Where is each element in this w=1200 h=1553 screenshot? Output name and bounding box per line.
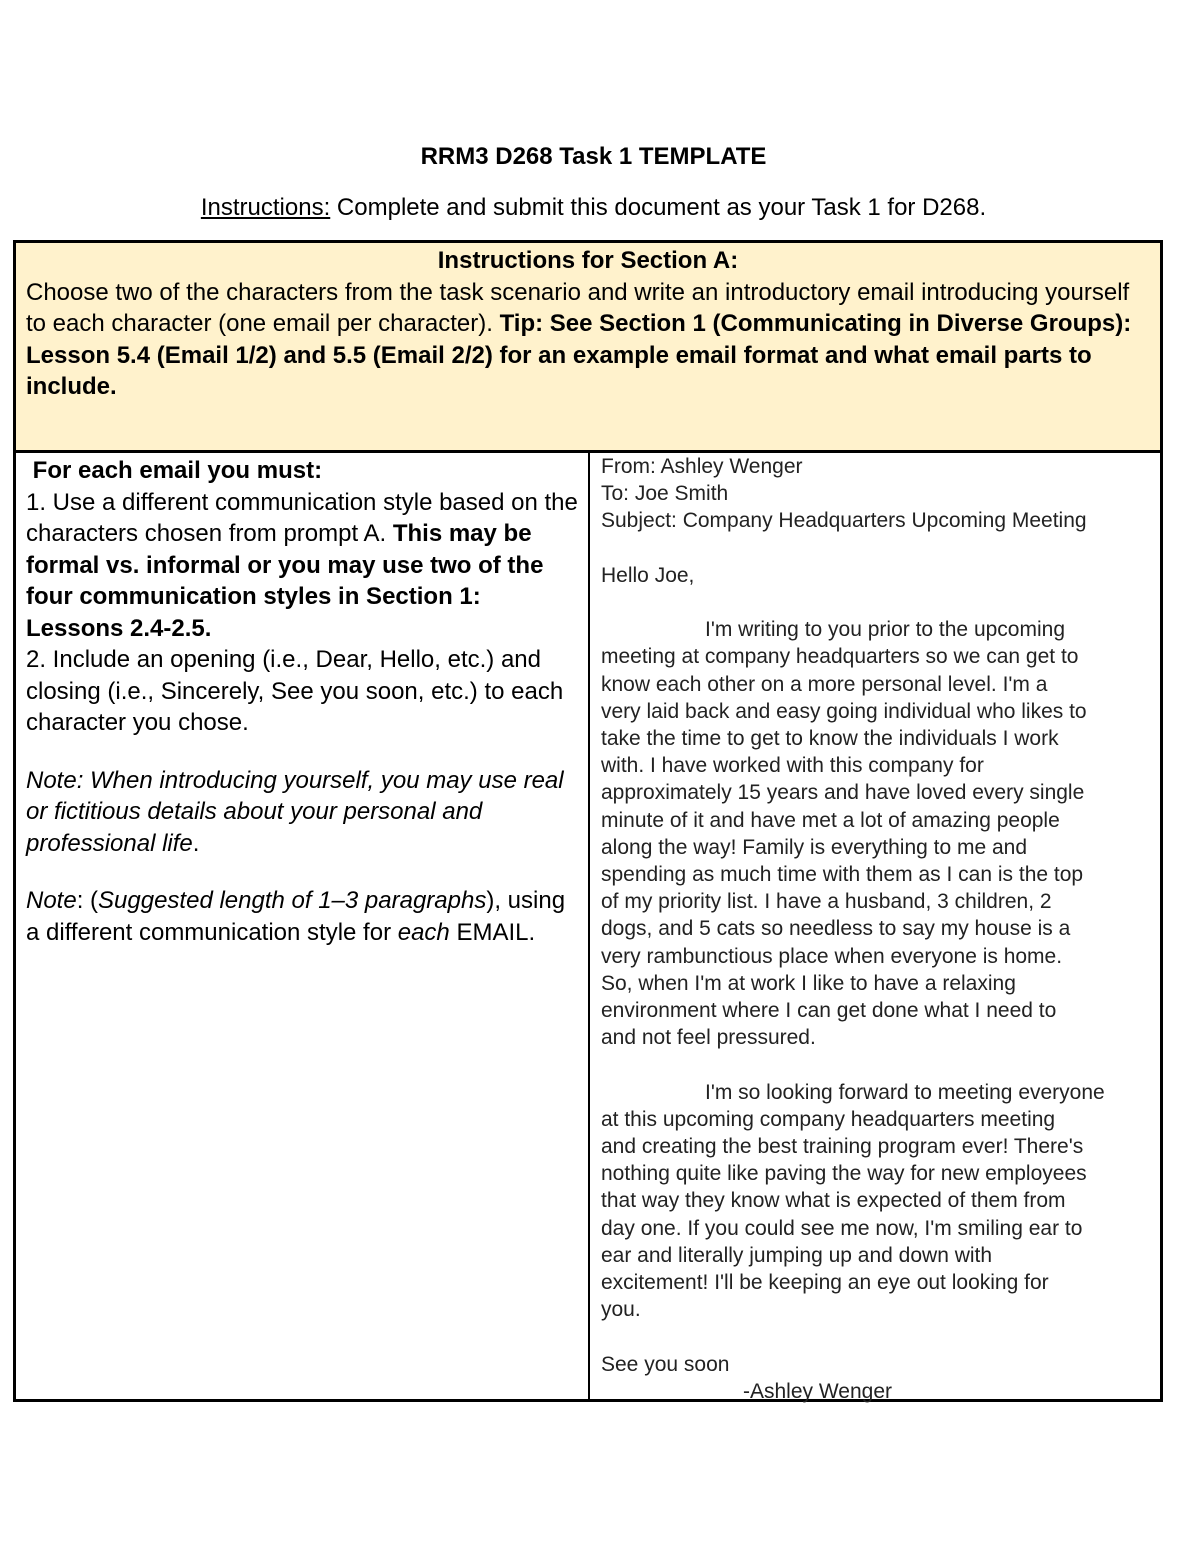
email-line: at this upcoming company headquarters meeting xyxy=(601,1107,1056,1131)
note-length: Note: (Suggested length of 1–3 paragraphs), using a different communication style for each EMAIL. xyxy=(26,887,566,946)
note-personal-details: Note: When introducing yourself, you may use real or fictitious details about your personal and professional life. xyxy=(26,766,564,857)
email-line: I'm so looking forward to meeting everyone xyxy=(705,1080,1105,1104)
email-line: environment where I can get done what I need to xyxy=(601,999,1057,1023)
email-line: nothing quite like paving the way for new employees xyxy=(601,1162,1087,1186)
section-a-tip: Tip: See Section 1 (Communicating in Diverse Groups): Lesson 5.4 (Email 1/2) and 5.5 (Email 2/2) for an example email format and what email parts to include. xyxy=(26,310,1132,400)
email-line: dogs, and 5 cats so needless to say my house is a xyxy=(601,917,1071,941)
task-table xyxy=(13,240,1163,1402)
email-line: ear and literally jumping up and down with xyxy=(601,1243,993,1267)
instructions-label: Instructions: xyxy=(200,194,331,221)
email-closing: See you soon xyxy=(601,1352,730,1376)
email-line: approximately 15 years and have loved every single xyxy=(601,781,1085,805)
email-line: along the way! Family is everything to me and xyxy=(601,835,1028,859)
email-line: with. I have worked with this company for xyxy=(601,754,984,778)
email-line: of my priority list. I have a husband, 3 children, 2 xyxy=(601,890,1052,914)
requirements-heading: For each email you must: xyxy=(32,457,323,484)
section-a-text: Choose two of the characters from the task scenario and write an introductory email introducing yourself to each character (one email per character). xyxy=(26,278,1130,337)
requirement-item-2: 2. Include an opening (i.e., Dear, Hello, etc.) and closing (i.e., Sincerely, See you soon, etc.) to each character you chose. xyxy=(26,646,564,736)
email-line: that way they know what is expected of them from xyxy=(601,1189,1066,1213)
requirements-cell xyxy=(16,453,590,1399)
email-line: very laid back and easy going individual who likes to xyxy=(601,699,1087,723)
email-line: very rambunctious place when everyone is home. xyxy=(601,944,1063,968)
email-paragraph-2 xyxy=(601,1079,1152,1324)
email-line: and creating the best training program ever! There's xyxy=(601,1135,1084,1159)
requirement-item-1: 1. Use a different communication style based on the characters chosen from prompt A. This may be formal vs. informal or you may use two of the four communication styles in Section 1: Lessons 2.4-2.5. xyxy=(26,488,578,642)
email-line: take the time to get to know the individuals I work xyxy=(601,727,1059,750)
email-to: To: Joe Smith xyxy=(601,482,729,506)
section-a-body xyxy=(26,277,1150,403)
email-signature: -Ashley Wenger xyxy=(743,1379,893,1403)
section-a-instructions xyxy=(16,243,1160,453)
email-line: excitement! I'll be keeping an eye out looking for xyxy=(601,1271,1049,1295)
email-greeting: Hello Joe, xyxy=(601,563,695,587)
document-title: RRM3 D268 Task 1 TEMPLATE xyxy=(420,143,767,170)
email-line: minute of it and have met a lot of amazing people xyxy=(601,808,1060,832)
email-line: I'm writing to you prior to the upcoming xyxy=(705,618,1066,642)
section-a-heading: Instructions for Section A: xyxy=(437,247,739,274)
email-line: you. xyxy=(601,1298,641,1322)
email-line: and not feel pressured. xyxy=(601,1026,816,1050)
email-line: spending as much time with them as I can is the top xyxy=(601,863,1084,887)
email-line: day one. If you could see me now, I'm smiling ear to xyxy=(601,1216,1083,1240)
email-line: know each other on a more personal level. I'm a xyxy=(601,672,1048,696)
document-instructions xyxy=(0,193,1187,223)
email-from: From: Ashley Wenger xyxy=(601,455,803,478)
email-subject: Subject: Company Headquarters Upcoming Meeting xyxy=(601,509,1087,533)
email-cell xyxy=(592,453,1160,1403)
email-paragraph-1 xyxy=(601,616,1152,1051)
instructions-text: Complete and submit this document as your Task 1 for D268. xyxy=(330,194,987,221)
email-line: So, when I'm at work I like to have a relaxing xyxy=(601,971,1016,995)
email-line: meeting at company headquarters so we can get to xyxy=(601,645,1079,669)
